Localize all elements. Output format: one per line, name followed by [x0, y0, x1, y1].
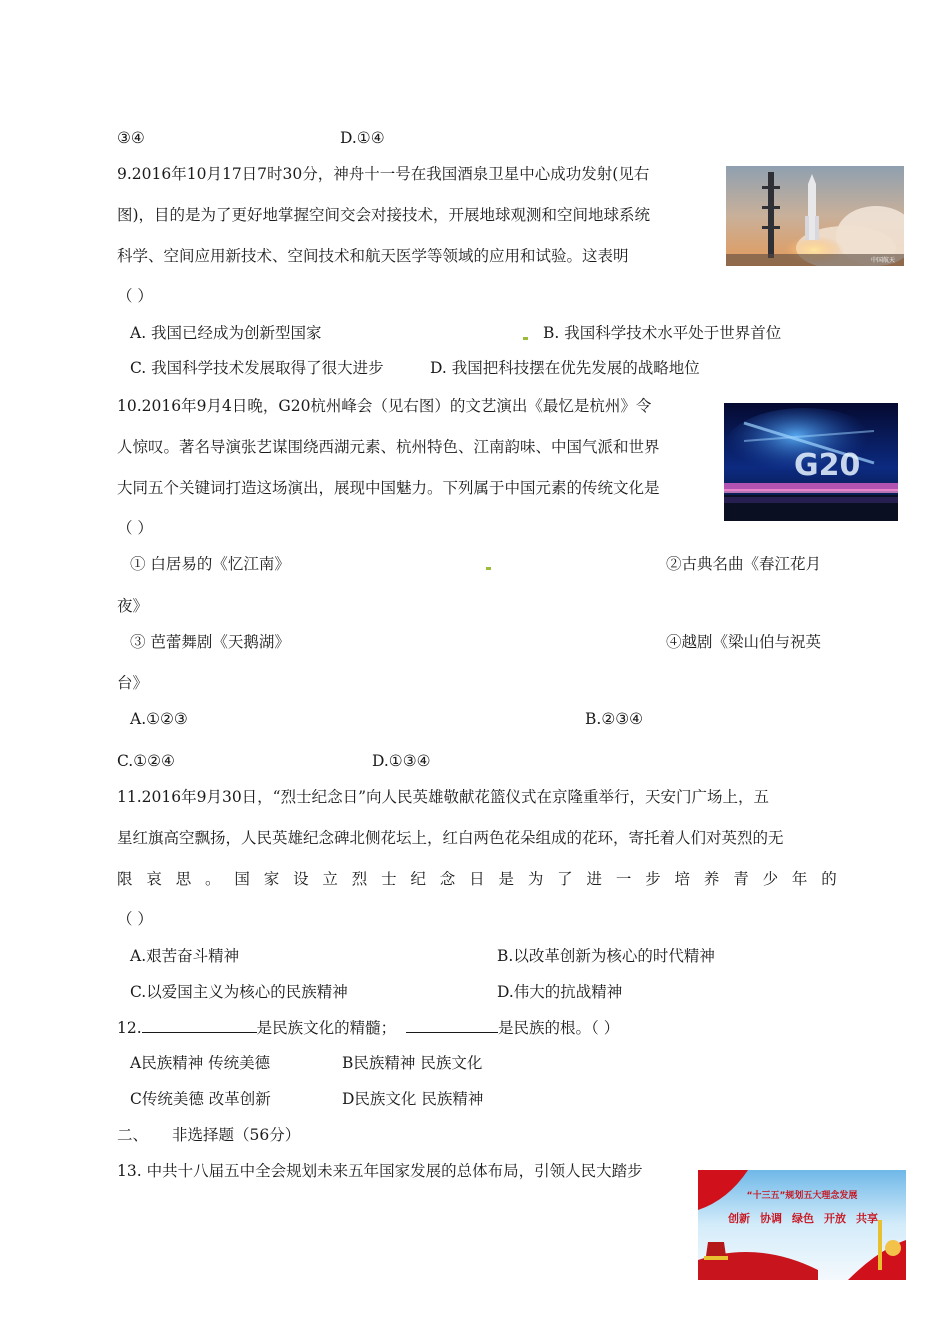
q10-option-b: B.②③④ [585, 710, 644, 728]
q11-answer-paren: （ ） [117, 910, 153, 928]
q10-option-a: A.①②③ [130, 710, 188, 728]
q10-line-1: 10.2016年9月4日晚，G20杭州峰会（见右图）的文艺演出《最忆是杭州》令 [117, 397, 652, 415]
marker-dot [523, 337, 528, 340]
q9-line-2: 图)，目的是为了更好地掌握空间交会对接技术，开展地球观测和空间地球系统 [117, 206, 651, 224]
q9-line-3: 科学、空间应用新技术、空间技术和航天医学等领域的应用和试验。这表明 [117, 247, 629, 265]
g20-image-text: G20 [794, 448, 861, 483]
concept-sharing: 共享 [856, 1212, 878, 1225]
q11-char: 年 [791, 870, 808, 888]
q13-line-1: 13. 中共十八届五中全会规划未来五年国家发展的总体布局，引领人民大踏步 [117, 1162, 643, 1180]
g20-performance-image [724, 403, 898, 521]
q11-char: 进 [586, 870, 603, 888]
q11-line-2: 星红旗高空飘扬，人民英雄纪念碑北侧花坛上，红白两色花朵组成的花环，寄托着人们对英烈的无 [117, 829, 784, 847]
q12-option-a: A民族精神 传统美德 [130, 1054, 271, 1072]
q11-char: 是 [498, 870, 514, 888]
q11-char: 一 [615, 870, 632, 888]
q12-text-2: 是民族的根。（ ） [498, 1019, 620, 1037]
q12-stem [117, 1017, 619, 1038]
q11-line-1: 11.2016年9月30日，“烈士纪念日”向人民英雄敬献花篮仪式在京隆重举行，天安门广场上，五 [117, 788, 770, 806]
q11-char: 烈 [351, 870, 368, 888]
q12-text-1: 是民族文化的精髓； [256, 1019, 397, 1037]
section-number: 二、 [117, 1126, 149, 1144]
q12-option-b: B民族精神 民族文化 [342, 1054, 483, 1072]
q11-char: 限 [117, 870, 133, 888]
q11-char: 士 [381, 870, 397, 888]
q11-char: 的 [821, 870, 837, 888]
q12-option-d: D民族文化 民族精神 [342, 1090, 484, 1108]
q11-char: 纪 [410, 870, 426, 888]
concept-green: 绿色 [792, 1212, 814, 1225]
q11-char: 步 [645, 870, 661, 888]
q10-item-2-cont: 夜》 [117, 597, 149, 615]
q11-char: 了 [557, 870, 573, 888]
poster-title: “十三五”规划五大理念发展 [746, 1191, 858, 1201]
q11-char: 青 [733, 870, 749, 888]
marker-dot [486, 567, 491, 570]
q11-option-d: D.伟大的抗战精神 [497, 983, 623, 1001]
prev-options-left: ③④ [117, 129, 145, 147]
concept-innovation: 创新 [728, 1212, 750, 1225]
q9-option-d: D. 我国把科技摆在优先发展的战略地位 [430, 359, 700, 377]
q9-option-a: A. 我国已经成为创新型国家 [130, 324, 322, 342]
rocket-launch-image [726, 166, 904, 266]
q10-line-3: 大同五个关键词打造这场演出，展现中国魅力。下列属于中国元素的传统文化是 [117, 479, 660, 497]
watermark-text: 中国航天 [871, 257, 896, 264]
q11-char: 念 [439, 870, 456, 888]
q12-number: 12. [117, 1019, 142, 1037]
q11-char: 哀 [146, 870, 162, 888]
q10-item-4: ④越剧《梁山伯与祝英 [666, 633, 822, 651]
q12-option-c: C传统美德 改革创新 [130, 1090, 271, 1108]
q9-line-1: 9.2016年10月17日7时30分，神舟十一号在我国酒泉卫星中心成功发射(见右 [117, 165, 650, 183]
q11-char: 家 [263, 870, 280, 888]
q10-item-1: ① 白居易的《忆江南》 [130, 555, 290, 573]
q11-char: 设 [293, 870, 309, 888]
q10-item-3: ③ 芭蕾舞剧《天鹅湖》 [130, 633, 290, 651]
q11-option-c: C.以爱国主义为核心的民族精神 [130, 983, 348, 1001]
q9-option-c: C. 我国科学技术发展取得了很大进步 [130, 359, 384, 377]
q10-answer-paren: （ ） [117, 519, 153, 537]
q11-char: 培 [674, 870, 691, 888]
q11-char: 思 [175, 870, 192, 888]
q9-answer-paren: （ ） [117, 287, 153, 305]
q12-blank-1[interactable] [142, 1017, 257, 1033]
q12-blank-2[interactable] [406, 1017, 498, 1033]
q11-char: 日 [469, 870, 485, 888]
q11-char: 国 [234, 870, 250, 888]
q10-line-2: 人惊叹。著名导演张艺谋围绕西湖元素、杭州特色、江南韵味、中国气派和世界 [117, 438, 660, 456]
q11-line-3 [117, 869, 837, 889]
q10-item-2: ②古典名曲《春江花月 [666, 555, 822, 573]
five-concepts-poster [698, 1170, 906, 1280]
q10-option-c: C.①②④ [117, 752, 175, 770]
q11-char: 。 [205, 870, 221, 888]
q11-option-a: A.艰苦奋斗精神 [130, 947, 240, 965]
q11-char: 少 [762, 870, 779, 888]
q9-option-b: B. 我国科学技术水平处于世界首位 [543, 324, 782, 342]
section-title: 非选择题（56分） [172, 1126, 301, 1144]
concept-openness: 开放 [824, 1212, 846, 1225]
q10-item-4-cont: 台》 [117, 674, 149, 692]
q11-char: 为 [527, 870, 544, 888]
q11-char: 立 [322, 870, 338, 888]
poster-concepts [728, 1210, 878, 1226]
concept-coordination: 协调 [760, 1212, 782, 1225]
prev-option-d: D.①④ [340, 129, 385, 147]
q10-option-d: D.①③④ [372, 752, 431, 770]
q11-option-b: B.以改革创新为核心的时代精神 [497, 947, 715, 965]
q11-char: 养 [703, 870, 720, 888]
